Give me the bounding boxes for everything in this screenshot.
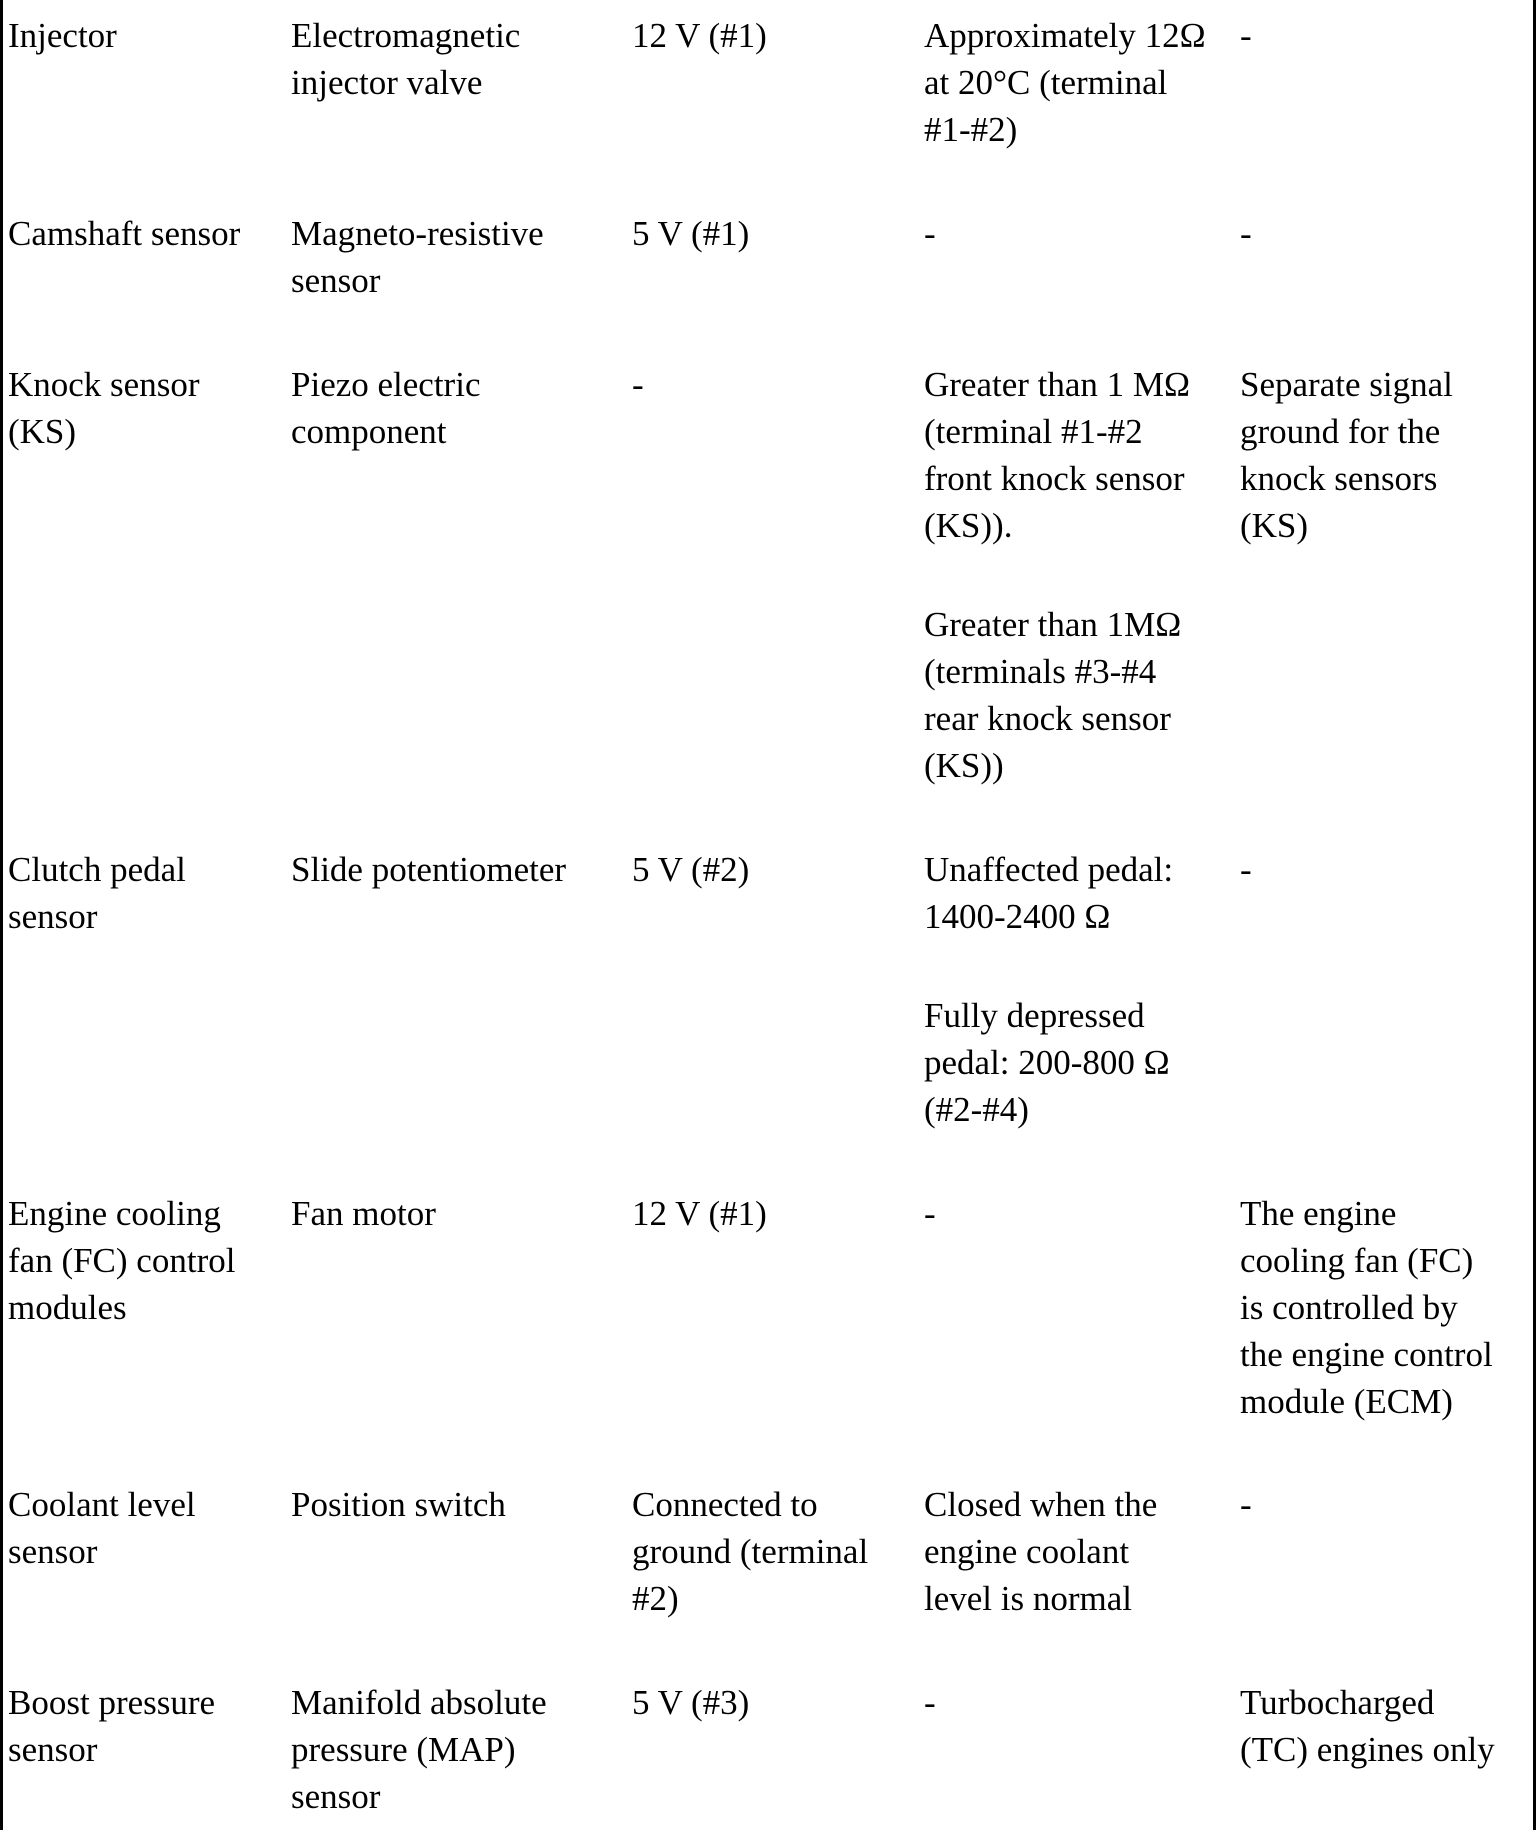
component-cell: Clutch pedal sensor xyxy=(8,850,186,936)
voltage-cell: 12 V (#1) xyxy=(632,16,767,55)
component-cell: Coolant level sensor xyxy=(8,1485,196,1571)
notes-cell: - xyxy=(1240,214,1252,253)
voltage-cell: 5 V (#1) xyxy=(632,214,750,253)
resistance-cell: Closed when the engine coolant level is normal xyxy=(924,1485,1158,1618)
voltage-cell: 12 V (#1) xyxy=(632,1194,767,1233)
type-cell: Slide potentiometer xyxy=(291,850,567,889)
resistance-cell-secondary: Greater than 1MΩ (terminals #3-#4 rear knock sensor (KS)) xyxy=(924,605,1182,785)
component-cell: Knock sensor (KS) xyxy=(8,365,200,451)
resistance-cell: Greater than 1 MΩ (terminal #1-#2 front knock sensor (KS)). xyxy=(924,365,1191,545)
resistance-cell-secondary: Fully depressed pedal: 200-800 Ω (#2-#4) xyxy=(924,996,1170,1129)
component-cell: Boost pressure sensor xyxy=(8,1683,216,1769)
component-cell: Injector xyxy=(8,16,117,55)
type-cell: Position switch xyxy=(291,1485,506,1524)
notes-cell: - xyxy=(1240,850,1252,889)
notes-cell: - xyxy=(1240,16,1252,55)
type-cell: Fan motor xyxy=(291,1194,436,1233)
resistance-cell: - xyxy=(924,214,936,253)
component-cell: Camshaft sensor xyxy=(8,214,241,253)
voltage-cell: - xyxy=(632,365,644,404)
resistance-cell: Unaffected pedal: 1400-2400 Ω xyxy=(924,850,1174,936)
voltage-cell: 5 V (#2) xyxy=(632,850,750,889)
voltage-cell: 5 V (#3) xyxy=(632,1683,750,1722)
type-cell: Electromagnetic injector valve xyxy=(291,16,521,102)
type-cell: Piezo electric component xyxy=(291,365,481,451)
voltage-cell: Connected to ground (terminal #2) xyxy=(632,1485,869,1618)
resistance-cell: - xyxy=(924,1683,936,1722)
notes-cell: Turbocharged (TC) engines only xyxy=(1240,1683,1495,1769)
notes-cell: - xyxy=(1240,1485,1252,1524)
resistance-cell: - xyxy=(924,1194,936,1233)
notes-cell: The engine cooling fan (FC) is controlled by the engine control module (ECM) xyxy=(1240,1194,1493,1421)
notes-cell: Separate signal ground for the knock sensors (KS) xyxy=(1240,365,1453,545)
resistance-cell: Approximately 12Ω at 20°C (terminal #1-#2) xyxy=(924,16,1206,149)
type-cell: Manifold absolute pressure (MAP) sensor xyxy=(291,1683,547,1816)
component-cell: Engine cooling fan (FC) control modules xyxy=(8,1194,236,1327)
table-left-border xyxy=(0,0,3,1830)
type-cell: Magneto-resistive sensor xyxy=(291,214,544,300)
